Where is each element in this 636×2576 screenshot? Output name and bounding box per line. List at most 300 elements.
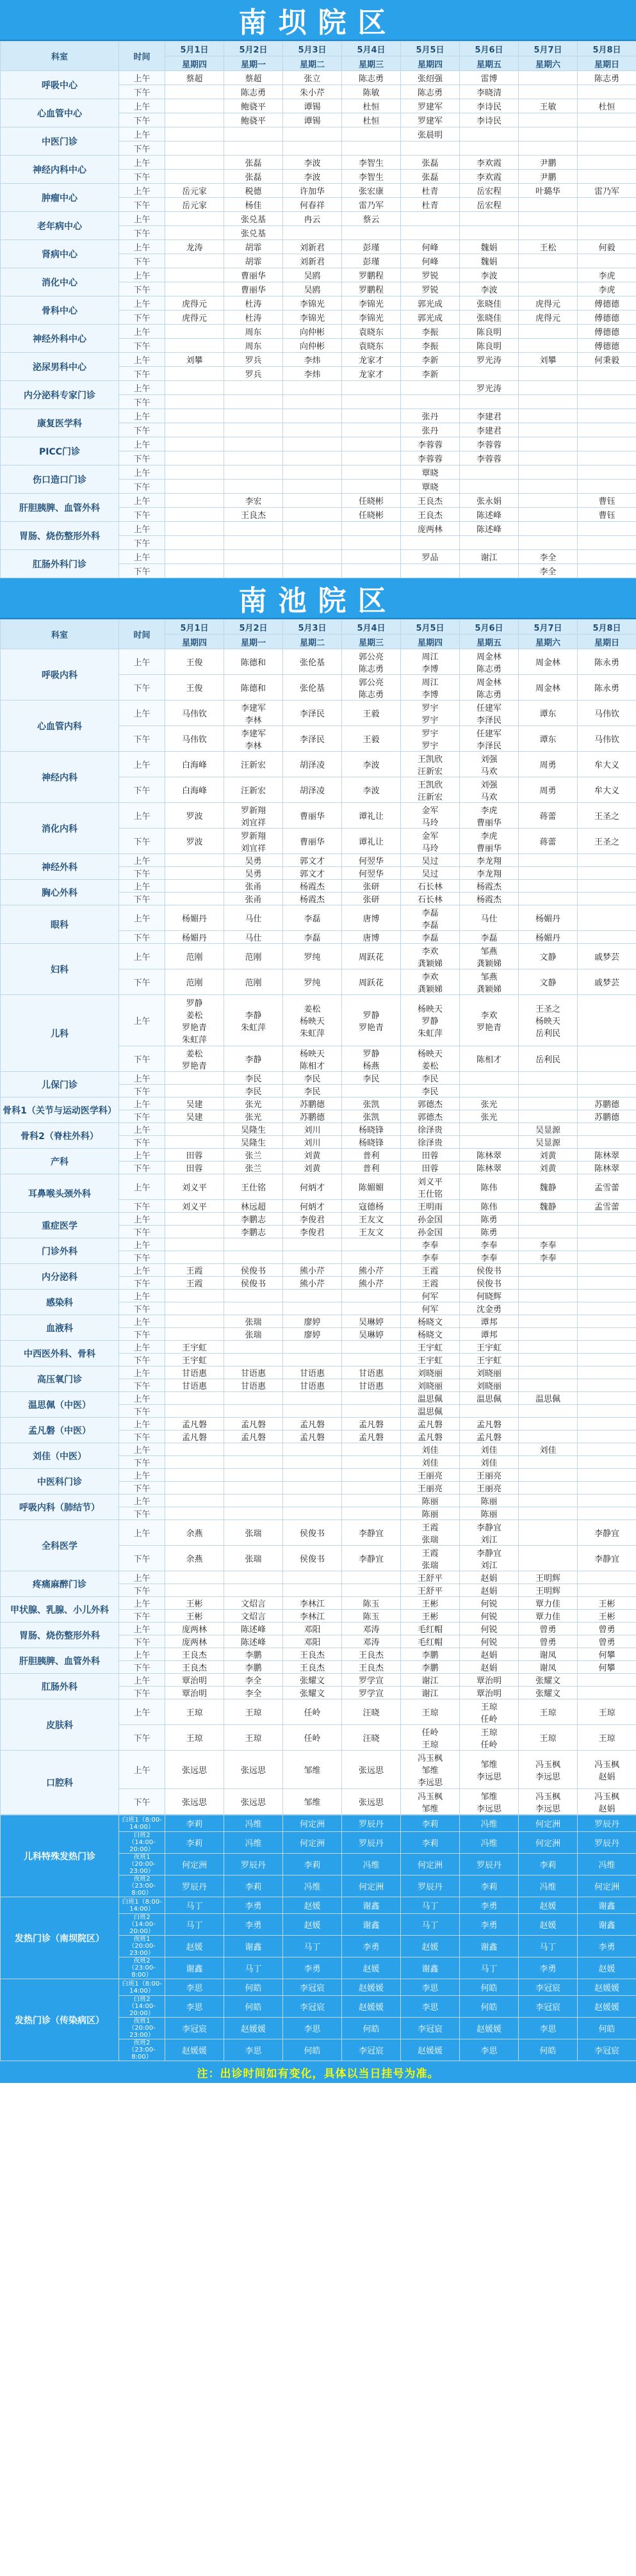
nanba-doctor-cell xyxy=(283,494,342,508)
nanchi-doctor-name: 苏鹏德 xyxy=(594,1100,619,1110)
nanchi-doctor-name: 李泽民 xyxy=(299,709,325,719)
nanba-doctor-cell xyxy=(224,494,283,508)
nanba-doctor-cell xyxy=(401,170,460,184)
nanchi-doctor-cell xyxy=(519,1149,578,1162)
nanchi-doctor-cell xyxy=(519,1623,578,1635)
nanchi-doctor-cell xyxy=(224,1162,283,1174)
fever-doctor-cell xyxy=(283,1979,342,1996)
nanchi-doctor-cell xyxy=(460,1648,519,1661)
nanchi-doctor-name: 李奉 xyxy=(539,1241,557,1251)
nanchi-doctor-cell xyxy=(342,1354,401,1366)
nanchi-time-cell: 上午 xyxy=(119,1469,165,1482)
nanchi-doctor-cell xyxy=(342,1507,401,1520)
nanchi-doctor-name: 谢江 xyxy=(421,1676,439,1686)
nanchi-doctor-cell xyxy=(519,726,578,752)
nanchi-dept-cell: 温思佩（中医） xyxy=(1,1392,119,1418)
nanba-doctor-name: 虎得元 xyxy=(535,314,560,323)
nanchi-doctor-name: 罗静 xyxy=(363,1049,380,1059)
nanchi-doctor-name: 杨燕 xyxy=(363,1061,380,1071)
nanba-time-cell: 上午 xyxy=(119,522,165,536)
nanchi-doctor-cell xyxy=(401,1315,460,1328)
nanba-dept-cell: 骨科中心 xyxy=(1,296,119,325)
fever-doctor-cell xyxy=(224,1854,283,1875)
nanchi-doctor-name: 朱虹萍 xyxy=(417,1029,443,1039)
nanchi-doctor-cell xyxy=(519,1110,578,1123)
nanba-doctor-cell xyxy=(283,99,342,113)
nanchi-doctor-name: 甘语惠 xyxy=(358,1369,384,1379)
nanba-doctor-cell xyxy=(283,423,342,437)
nanchi-time-cell: 下午 xyxy=(119,931,165,944)
fever-doctor-cell xyxy=(283,1815,342,1832)
nanchi-doctor-name: 杨霞杰 xyxy=(476,895,501,905)
nanchi-time-cell: 下午 xyxy=(119,1507,165,1520)
nanba-doctor-cell xyxy=(519,550,578,564)
nanba-dept-cell: 神经外科中心 xyxy=(1,325,119,353)
nanchi-dept-cell: 耳鼻喉头颈外科 xyxy=(1,1174,119,1213)
nanba-doctor-cell xyxy=(578,254,636,268)
nanchi-doctor-name: 张瑞 xyxy=(245,1318,262,1327)
nanba-doctor-cell xyxy=(165,212,224,226)
nanchi-doctor-name: 李鹏 xyxy=(421,1651,439,1660)
nanchi-doctor-cell xyxy=(224,803,283,829)
nanchi-doctor-cell xyxy=(165,1213,224,1226)
nanba-doctor-cell xyxy=(401,268,460,282)
nanchi-doctor-name: 徐泽贵 xyxy=(417,1138,443,1148)
fever-doctor-name: 李思 xyxy=(186,2003,203,2013)
nanchi-doctor-name: 陈丽 xyxy=(421,1497,439,1507)
nanchi-doctor-name: 李鹏 xyxy=(245,1664,262,1673)
nanchi-doctor-cell xyxy=(401,1136,460,1149)
fever-doctor-cell xyxy=(578,1897,636,1914)
nanba-doctor-cell xyxy=(519,212,578,226)
nanchi-doctor-cell xyxy=(342,1264,401,1277)
nanba-doctor-cell xyxy=(401,296,460,311)
nanchi-doctor-cell xyxy=(224,1699,283,1725)
nanba-doctor-name: 岳元家 xyxy=(181,201,207,211)
nanchi-doctor-cell xyxy=(224,1456,283,1469)
nanba-dept-cell: 肾病中心 xyxy=(1,240,119,268)
nanchi-doctor-name: 陈林翠 xyxy=(476,1164,501,1174)
nanchi-doctor-cell xyxy=(283,893,342,905)
fever-doctor-cell xyxy=(460,1936,519,1957)
nanba-doctor-cell xyxy=(342,85,401,99)
nanchi-doctor-cell xyxy=(165,1046,224,1072)
nanba-doctor-cell xyxy=(578,550,636,564)
nanchi-dept-cell: 高压氧门诊 xyxy=(1,1366,119,1392)
nanchi-doctor-cell xyxy=(342,1072,401,1085)
fever-doctor-cell xyxy=(342,1875,401,1897)
nanchi-dept-cell: 刘佳（中医） xyxy=(1,1443,119,1469)
nanba-doctor-name: 袁晓东 xyxy=(358,328,384,337)
nanchi-doctor-cell xyxy=(460,867,519,880)
nanba-doctor-cell xyxy=(460,451,519,466)
nanchi-date-header: 5月4日 xyxy=(342,620,401,635)
nanchi-dept-cell: 内分泌科 xyxy=(1,1264,119,1290)
nanchi-doctor-name: 孙金国 xyxy=(417,1215,443,1225)
nanchi-doctor-cell xyxy=(519,1226,578,1238)
nanchi-doctor-name: 刘黄 xyxy=(539,1151,557,1161)
nanchi-doctor-cell xyxy=(578,1098,636,1110)
nanba-doctor-cell xyxy=(578,339,636,353)
nanchi-doctor-cell xyxy=(519,1136,578,1149)
nanchi-doctor-name: 邹燕 xyxy=(480,972,498,982)
nanchi-doctor-cell xyxy=(460,1174,519,1200)
nanchi-doctor-name: 李静 xyxy=(245,1055,262,1065)
nanchi-row xyxy=(1,1495,636,1507)
nanchi-doctor-cell xyxy=(460,1123,519,1136)
nanchi-doctor-cell xyxy=(519,752,578,777)
nanchi-doctor-name: 赵娟 xyxy=(598,1772,616,1782)
nanba-doctor-name: 雷乃军 xyxy=(594,187,619,197)
nanchi-time-cell: 上午 xyxy=(119,1597,165,1610)
nanchi-doctor-cell xyxy=(165,944,224,969)
nanba-banner xyxy=(0,0,636,41)
nanchi-doctor-name: 张耀文 xyxy=(535,1689,560,1699)
nanchi-doctor-name: 王琼 xyxy=(539,1708,557,1718)
nanchi-doctor-cell xyxy=(401,995,460,1046)
nanchi-doctor-cell xyxy=(342,1226,401,1238)
nanchi-weekday-header: 星期日 xyxy=(578,635,636,649)
nanchi-doctor-cell xyxy=(519,1085,578,1098)
nanchi-doctor-cell xyxy=(224,1392,283,1405)
nanba-doctor-name: 曹丽华 xyxy=(240,271,266,281)
fever-doctor-name: 李勇 xyxy=(363,1943,380,1952)
nanba-doctor-cell xyxy=(460,184,519,198)
nanba-doctor-cell xyxy=(224,254,283,268)
nanchi-doctor-name: 张耀文 xyxy=(299,1676,325,1686)
nanchi-doctor-name: 何翌华 xyxy=(358,870,384,879)
fever-doctor-name: 赵媛 xyxy=(598,1964,616,1974)
nanchi-doctor-cell xyxy=(283,777,342,803)
nanchi-doctor-cell xyxy=(460,1213,519,1226)
nanchi-doctor-cell xyxy=(578,1571,636,1584)
nanchi-doctor-cell xyxy=(342,905,401,931)
fever-doctor-cell xyxy=(283,1996,342,2018)
nanba-doctor-cell xyxy=(519,508,578,522)
nanba-doctor-name: 李宏 xyxy=(245,497,262,506)
fever-time-cell: 夜班2（23:00-8:00） xyxy=(119,1957,165,1979)
nanchi-doctor-cell xyxy=(224,1098,283,1110)
nanba-row xyxy=(1,325,636,339)
nanchi-doctor-cell xyxy=(165,1482,224,1495)
nanchi-doctor-name: 李远思 xyxy=(417,1778,443,1788)
fever-doctor-cell xyxy=(519,1897,578,1914)
nanchi-doctor-cell xyxy=(460,1277,519,1290)
nanchi-doctor-name: 张远思 xyxy=(358,1766,384,1776)
nanchi-doctor-cell xyxy=(460,1226,519,1238)
fever-time-cell: 白班1（8:00-14:00） xyxy=(119,1815,165,1832)
fever-doctor-name: 何皓 xyxy=(598,2025,616,2034)
nanchi-doctor-name: 李远思 xyxy=(476,1772,501,1782)
fever-doctor-cell xyxy=(342,2018,401,2039)
nanba-doctor-cell xyxy=(578,409,636,423)
nanchi-doctor-name: 邹维 xyxy=(421,1804,439,1814)
nanba-row xyxy=(1,296,636,311)
nanchi-date-header: 5月7日 xyxy=(519,620,578,635)
nanba-time-cell: 下午 xyxy=(119,339,165,353)
nanchi-row xyxy=(1,1674,636,1687)
nanchi-doctor-cell xyxy=(578,777,636,803)
nanba-doctor-cell xyxy=(165,296,224,311)
nanchi-doctor-name: 刘晓丽 xyxy=(417,1369,443,1379)
nanchi-doctor-cell xyxy=(460,1149,519,1162)
nanchi-doctor-name: 白海峰 xyxy=(181,761,207,770)
nanchi-doctor-name: 龚颖娣 xyxy=(476,959,501,969)
nanchi-doctor-cell xyxy=(578,1277,636,1290)
nanba-doctor-name: 向仲彬 xyxy=(299,328,325,337)
nanba-doctor-cell xyxy=(460,522,519,536)
nanba-doctor-cell xyxy=(342,494,401,508)
fever-doctor-cell xyxy=(578,1914,636,1936)
nanchi-doctor-cell xyxy=(519,1584,578,1597)
fever-time-cell: 白班2（14:00-20:00） xyxy=(119,1914,165,1936)
fever-doctor-cell xyxy=(460,1832,519,1854)
nanchi-doctor-cell xyxy=(519,1123,578,1136)
nanchi-doctor-name: 温思佩 xyxy=(535,1395,560,1404)
nanchi-doctor-name: 邹维 xyxy=(421,1766,439,1776)
nanchi-dept-cell: 神经内科 xyxy=(1,752,119,803)
nanchi-doctor-cell xyxy=(401,1789,460,1815)
fever-doctor-cell xyxy=(224,1875,283,1897)
nanchi-doctor-cell xyxy=(460,905,519,931)
nanba-doctor-cell xyxy=(342,127,401,142)
nanchi-doctor-cell xyxy=(460,1610,519,1623)
nanba-row xyxy=(1,127,636,142)
nanchi-doctor-cell xyxy=(283,1174,342,1200)
nanchi-doctor-name: 何晓辉 xyxy=(476,1292,501,1302)
nanba-doctor-cell xyxy=(578,184,636,198)
nanba-doctor-cell xyxy=(401,184,460,198)
nanchi-doctor-cell xyxy=(283,701,342,726)
nanchi-dept-cell: 儿保门诊 xyxy=(1,1072,119,1098)
nanchi-doctor-name: 李民 xyxy=(304,1074,321,1084)
nanchi-doctor-cell xyxy=(224,1085,283,1098)
fever-doctor-name: 罗辰丹 xyxy=(476,1861,501,1870)
nanchi-doctor-name: 文炤言 xyxy=(240,1612,266,1622)
nanchi-doctor-name: 金军 xyxy=(421,831,439,841)
fever-doctor-cell xyxy=(165,1914,224,1936)
fever-doctor-cell xyxy=(519,1875,578,1897)
nanba-doctor-cell xyxy=(165,254,224,268)
nanba-date-header: 5月4日 xyxy=(342,42,401,56)
nanchi-doctor-name: 孟凡磐 xyxy=(476,1420,501,1430)
nanchi-doctor-cell xyxy=(578,854,636,867)
fever-doctor-name: 李勇 xyxy=(539,1964,557,1974)
nanba-doctor-cell xyxy=(283,395,342,409)
nanba-doctor-cell xyxy=(401,254,460,268)
nanba-time-cell: 下午 xyxy=(119,113,165,127)
nanchi-doctor-name: 王俊 xyxy=(186,658,203,668)
nanchi-doctor-name: 王霞 xyxy=(421,1279,439,1289)
nanba-doctor-name: 谭锡 xyxy=(304,117,321,126)
fever-doctor-name: 马丁 xyxy=(186,1902,203,1911)
nanba-doctor-cell xyxy=(519,480,578,494)
nanchi-doctor-cell xyxy=(165,1648,224,1661)
fever-doctor-name: 李莉 xyxy=(421,1839,439,1849)
nanchi-doctor-name: 李民 xyxy=(245,1087,262,1097)
nanchi-doctor-name: 白海峰 xyxy=(181,786,207,796)
nanchi-doctor-cell xyxy=(460,1443,519,1456)
nanchi-doctor-cell xyxy=(578,944,636,969)
nanba-doctor-name: 刘新君 xyxy=(299,257,325,267)
nanchi-doctor-cell xyxy=(401,1430,460,1443)
nanba-row xyxy=(1,381,636,395)
nanba-doctor-cell xyxy=(224,325,283,339)
nanchi-doctor-cell xyxy=(224,995,283,1046)
nanchi-doctor-cell xyxy=(460,1162,519,1174)
nanchi-doctor-name: 刘强 xyxy=(480,780,498,790)
nanchi-doctor-cell xyxy=(224,1661,283,1674)
nanchi-doctor-cell xyxy=(165,1392,224,1405)
nanchi-row xyxy=(1,1623,636,1635)
nanchi-doctor-cell xyxy=(224,854,283,867)
nanchi-doctor-cell xyxy=(224,1226,283,1238)
nanba-doctor-cell xyxy=(224,423,283,437)
nanba-doctor-cell xyxy=(401,99,460,113)
nanchi-doctor-cell xyxy=(283,1418,342,1430)
nanchi-doctor-cell xyxy=(578,1085,636,1098)
fever-doctor-name: 马丁 xyxy=(539,1943,557,1952)
fever-doctor-name: 马丁 xyxy=(480,1964,498,1974)
fever-doctor-name: 李思 xyxy=(539,2025,557,2034)
nanchi-doctor-name: 何攀 xyxy=(598,1651,616,1660)
nanchi-doctor-name: 王友文 xyxy=(358,1228,384,1238)
nanba-doctor-name: 陈志勇 xyxy=(358,74,384,84)
nanchi-doctor-name: 罗波 xyxy=(186,812,203,822)
nanchi-doctor-cell xyxy=(460,995,519,1046)
nanchi-doctor-cell xyxy=(283,995,342,1046)
nanchi-doctor-name: 谢凤 xyxy=(539,1664,557,1673)
nanba-doctor-name: 陈敏 xyxy=(363,88,380,98)
nanchi-weekday-header: 星期五 xyxy=(460,635,519,649)
fever-row xyxy=(1,1815,636,1832)
nanchi-doctor-cell xyxy=(165,1200,224,1213)
nanchi-doctor-cell xyxy=(224,905,283,931)
nanchi-doctor-cell xyxy=(165,1072,224,1085)
nanchi-doctor-name: 熊小芹 xyxy=(358,1267,384,1276)
nanchi-doctor-name: 李奉 xyxy=(480,1254,498,1263)
nanba-doctor-cell xyxy=(460,142,519,156)
nanchi-doctor-name: 谭邦 xyxy=(480,1318,498,1327)
nanba-doctor-cell xyxy=(283,409,342,423)
nanchi-doctor-cell xyxy=(460,1392,519,1405)
nanchi-doctor-cell xyxy=(165,1110,224,1123)
nanba-doctor-cell xyxy=(283,296,342,311)
nanchi-time-cell: 上午 xyxy=(119,1520,165,1546)
nanchi-doctor-cell xyxy=(519,1648,578,1661)
nanchi-doctor-name: 杨映天 xyxy=(417,1049,443,1059)
fever-doctor-cell xyxy=(224,2039,283,2061)
nanchi-doctor-cell xyxy=(342,1213,401,1226)
nanba-doctor-name: 李蓉蓉 xyxy=(476,441,501,450)
nanchi-doctor-name: 朱虹萍 xyxy=(299,1029,325,1039)
nanchi-doctor-name: 周金林 xyxy=(535,658,560,668)
nanba-time-cell: 下午 xyxy=(119,451,165,466)
nanchi-time-cell: 下午 xyxy=(119,1302,165,1315)
nanchi-doctor-cell xyxy=(342,1623,401,1635)
nanchi-doctor-cell xyxy=(578,649,636,675)
nanchi-doctor-cell xyxy=(519,1162,578,1174)
nanchi-doctor-cell xyxy=(283,1354,342,1366)
nanchi-doctor-cell xyxy=(519,1302,578,1315)
nanchi-doctor-cell xyxy=(519,1456,578,1469)
nanba-doctor-name: 罗兵 xyxy=(245,370,262,380)
nanchi-doctor-name: 陈伟 xyxy=(480,1183,498,1193)
nanchi-doctor-name: 吴琳婷 xyxy=(358,1331,384,1340)
fever-doctor-cell xyxy=(165,1815,224,1832)
nanba-date-header: 5月2日 xyxy=(224,42,283,56)
nanchi-doctor-cell xyxy=(401,1661,460,1674)
nanba-doctor-cell xyxy=(165,85,224,99)
nanba-dept-cell: 神经内科中心 xyxy=(1,156,119,184)
nanba-doctor-name: 罗光涛 xyxy=(476,356,501,366)
nanba-doctor-name: 李锦光 xyxy=(299,314,325,323)
nanba-doctor-cell xyxy=(519,170,578,184)
nanchi-doctor-name: 陈林翠 xyxy=(594,1151,619,1161)
nanchi-doctor-cell xyxy=(342,1238,401,1251)
nanchi-doctor-cell xyxy=(224,1200,283,1213)
nanchi-doctor-cell xyxy=(401,1098,460,1110)
nanchi-time-cell: 下午 xyxy=(119,1162,165,1174)
nanchi-doctor-cell xyxy=(519,1687,578,1699)
nanba-doctor-name: 李全 xyxy=(539,553,557,563)
nanba-doctor-name: 周东 xyxy=(245,328,262,337)
fever-dept-cell: 儿科特殊发热门诊 xyxy=(1,1815,119,1897)
nanchi-row xyxy=(1,905,636,931)
nanba-doctor-cell xyxy=(578,395,636,409)
nanchi-doctor-cell xyxy=(460,1635,519,1648)
nanchi-doctor-cell xyxy=(401,1290,460,1302)
nanchi-doctor-name: 郭文才 xyxy=(299,857,325,866)
nanchi-doctor-cell xyxy=(519,1635,578,1648)
nanchi-doctor-name: 杨映天 xyxy=(417,1005,443,1014)
nanchi-doctor-cell xyxy=(460,1571,519,1584)
nanba-doctor-name: 李诗民 xyxy=(476,117,501,126)
nanchi-doctor-cell xyxy=(519,1072,578,1085)
nanchi-dept-header: 科室 xyxy=(1,620,119,649)
nanchi-doctor-cell xyxy=(460,1200,519,1213)
nanchi-doctor-cell xyxy=(283,675,342,701)
nanchi-doctor-cell xyxy=(165,1238,224,1251)
nanchi-doctor-name: 王宇虹 xyxy=(181,1356,207,1366)
nanba-doctor-cell xyxy=(460,296,519,311)
nanchi-doctor-name: 李磊 xyxy=(421,920,439,930)
fever-doctor-name: 何皓 xyxy=(480,1984,498,1993)
nanchi-doctor-cell xyxy=(578,1046,636,1072)
nanchi-doctor-cell xyxy=(401,1597,460,1610)
nanchi-doctor-name: 杨媚丹 xyxy=(535,934,560,943)
nanba-doctor-name: 刘新君 xyxy=(299,243,325,253)
nanchi-time-cell: 下午 xyxy=(119,1687,165,1699)
nanba-doctor-cell xyxy=(165,536,224,550)
nanba-doctor-cell xyxy=(519,395,578,409)
fever-doctor-name: 何皓 xyxy=(245,1984,262,1993)
nanchi-doctor-cell xyxy=(460,1725,519,1751)
fever-doctor-name: 赵媛媛 xyxy=(417,2046,443,2056)
nanchi-doctor-cell xyxy=(283,1430,342,1443)
nanchi-doctor-name: 王俊 xyxy=(186,684,203,693)
nanchi-doctor-cell xyxy=(165,1405,224,1418)
nanchi-doctor-name: 毛红帽 xyxy=(417,1625,443,1635)
nanchi-doctor-name: 王琼 xyxy=(186,1708,203,1718)
nanchi-doctor-cell xyxy=(401,1123,460,1136)
nanba-doctor-name: 张兑基 xyxy=(240,229,266,239)
nanchi-doctor-name: 刘佳 xyxy=(421,1446,439,1455)
nanba-doctor-cell xyxy=(578,71,636,85)
nanba-doctor-cell xyxy=(578,325,636,339)
nanchi-doctor-cell xyxy=(519,1405,578,1418)
nanchi-doctor-name: 孟凡磐 xyxy=(181,1420,207,1430)
